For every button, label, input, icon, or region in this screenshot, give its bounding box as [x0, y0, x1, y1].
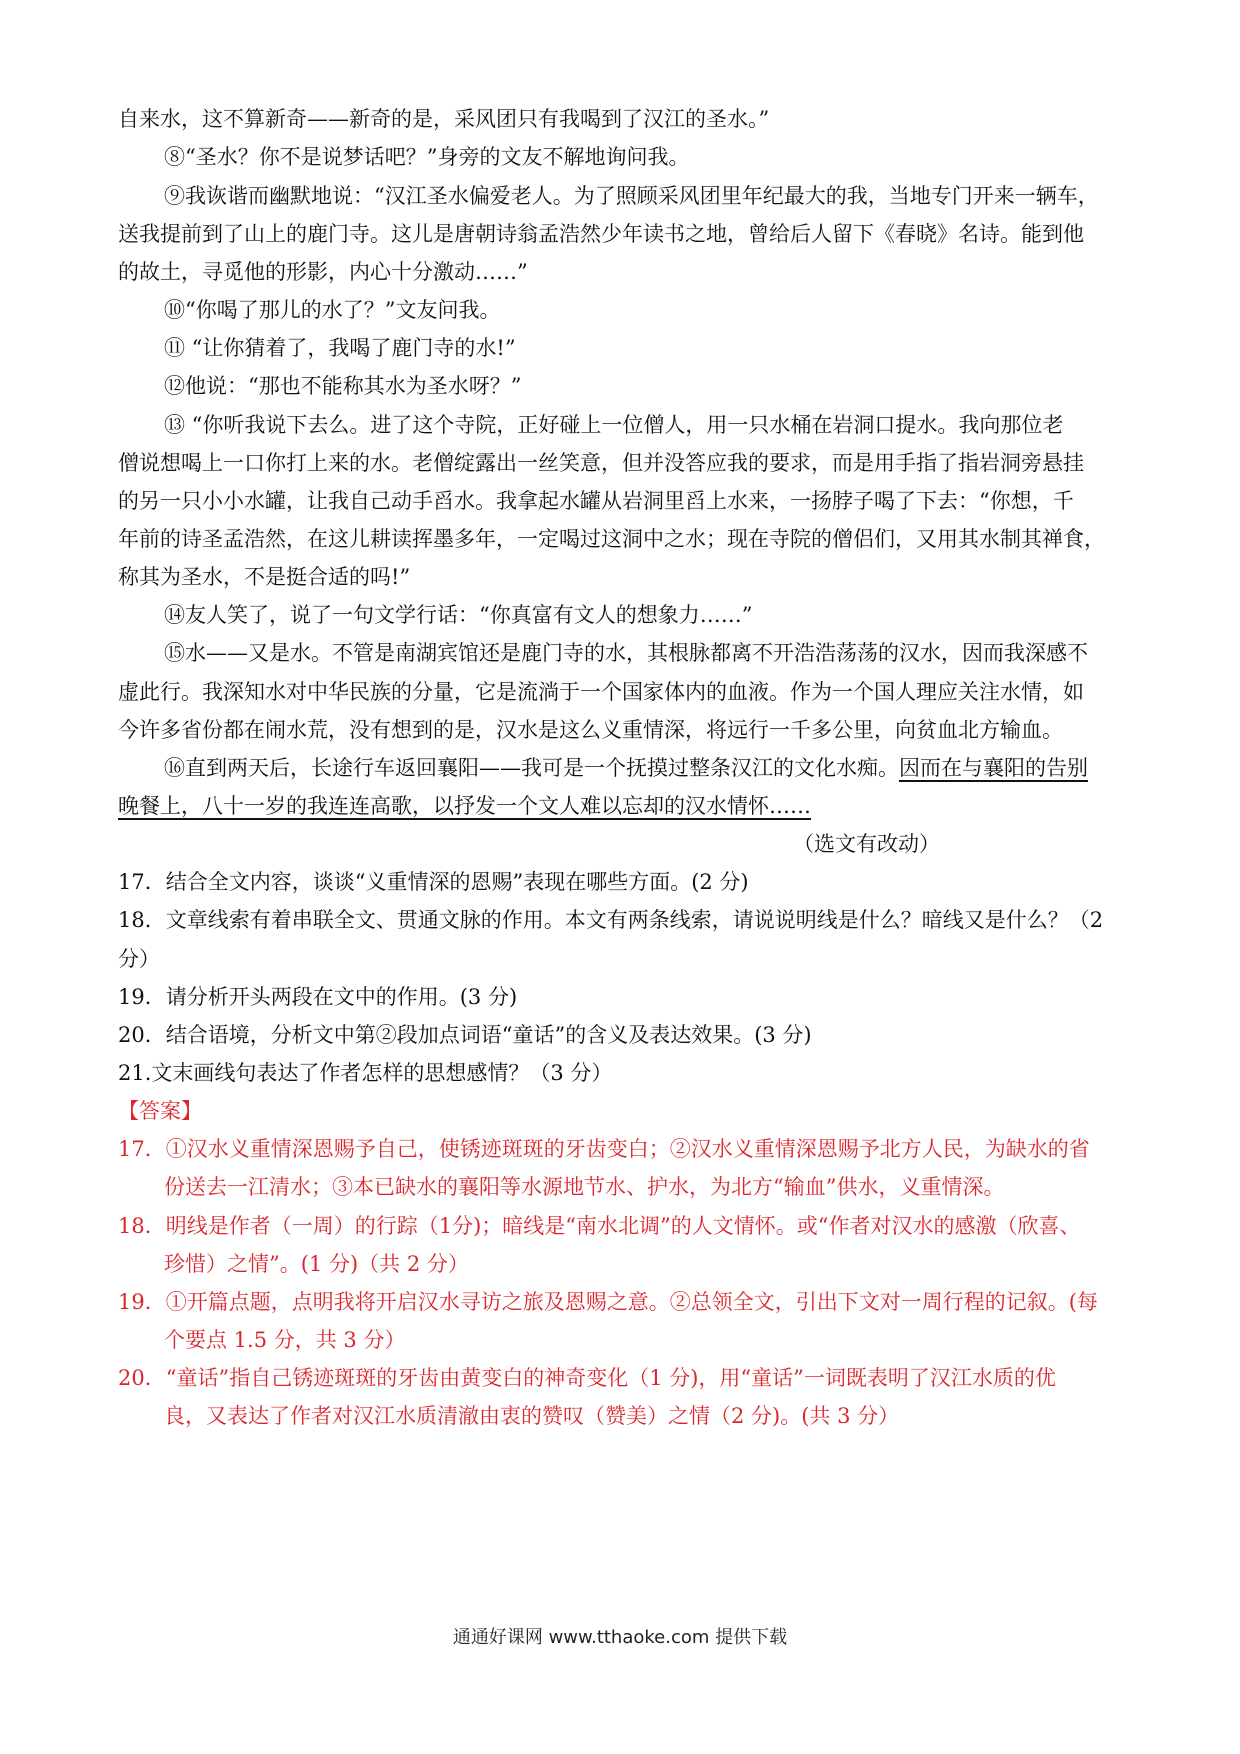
passage-line: 称其为圣水，不是挺合适的吗!” — [118, 565, 411, 589]
underlined-sentence-cont: 晚餐上，八十一岁的我连连高歌，以抒发一个文人难以忘却的汉水情怀…… — [118, 794, 811, 818]
passage-line: 虚此行。我深知水对中华民族的分量，它是流淌于一个国家体内的血液。作为一个国人理应关注水情，如 — [118, 680, 1084, 704]
passage-line: 送我提前到了山上的鹿门寺。这儿是唐朝诗翁孟浩然少年读书之地，曾给后人留下《春晓》名诗。能到他 — [118, 222, 1084, 246]
answer-header: 【答案】 — [118, 1099, 202, 1123]
paragraph-10: ⑩“你喝了那儿的水了？”文友问我。 — [164, 298, 501, 322]
paragraph-8: ⑧“圣水？你不是说梦话吧？”身旁的文友不解地询问我。 — [164, 145, 690, 169]
question-18: 18．文章线索有着串联全文、贯通文脉的作用。本文有两条线索，请说说明线是什么？暗线又是什么？（2 — [118, 908, 1104, 932]
passage-line: 年前的诗圣孟浩然，在这儿耕读挥墨多年，一定喝过这洞中之水；现在寺院的僧侣们，又用其水制其禅食， — [118, 527, 1105, 551]
passage-line: 僧说想喝上一口你打上来的水。老僧绽露出一丝笑意，但并没答应我的要求，而是用手指了指岩洞旁悬挂 — [118, 451, 1084, 475]
answer-19: 19．①开篇点题，点明我将开启汉水寻访之旅及恩赐之意。②总领全文，引出下文对一周行程的记叙。(每 — [118, 1290, 1098, 1314]
paragraph-14: ⑭友人笑了，说了一句文学行话：“你真富有文人的想象力……” — [164, 603, 753, 627]
answer-20-cont: 良，又表达了作者对汉江水质清澈由衷的赞叹（赞美）之情（2 分)。(共 3 分） — [164, 1404, 900, 1428]
source-note: （选文有改动） — [793, 832, 940, 856]
underlined-sentence: 因而在与襄阳的告别 — [899, 756, 1088, 780]
passage-line: 的另一只小小水罐，让我自己动手舀水。我拿起水罐从岩洞里舀上水来，一扬脖子喝了下去：“你想，千 — [118, 489, 1074, 513]
paragraph-16-text: ⑯直到两天后，长途行车返回襄阳——我可是一个抚摸过整条汉江的文化水痴。 — [164, 756, 899, 780]
question-20: 20．结合语境，分析文中第②段加点词语“童话”的含义及表达效果。(3 分) — [118, 1023, 812, 1047]
paragraph-13: ⑬ “你听我说下去么。进了这个寺院，正好碰上一位僧人，用一只水桶在岩洞口提水。我向那位老 — [164, 413, 1064, 437]
passage-line: 今许多省份都在闹水荒，没有想到的是，汉水是这么义重情深，将远行一千多公里，向贫血北方输血。 — [118, 718, 1063, 742]
paragraph-11: ⑪ “让你猜着了，我喝了鹿门寺的水!” — [164, 336, 516, 360]
answer-18: 18．明线是作者（一周）的行踪（1分)；暗线是“南水北调”的人文情怀。或“作者对汉水的感激（欣喜、 — [118, 1214, 1081, 1238]
paragraph-9: ⑨我诙谐而幽默地说：“汉江圣水偏爱老人。为了照顾采风团里年纪最大的我，当地专门开来一辆车， — [164, 184, 1099, 208]
answer-18-cont: 珍惜）之情”。(1 分)（共 2 分） — [164, 1252, 469, 1276]
question-17: 17．结合全文内容，谈谈“义重情深的恩赐”表现在哪些方面。(2 分) — [118, 870, 749, 894]
question-18-cont: 分） — [118, 947, 160, 971]
answer-19-cont: 个要点 1.5 分，共 3 分） — [164, 1328, 406, 1352]
paragraph-16 — [164, 753, 1128, 783]
passage-line: 自来水，这不算新奇——新奇的是，采风团只有我喝到了汉江的圣水。” — [118, 107, 770, 131]
page-footer: 通通好课网 www.tthaoke.com 提供下载 — [452, 1627, 788, 1648]
answer-17: 17．①汉水义重情深恩赐予自己，使锈迹斑斑的牙齿变白；②汉水义重情深恩赐予北方人民，为缺水的省 — [118, 1137, 1090, 1161]
question-21: 21.文末画线句表达了作者怎样的思想感情？（3 分） — [118, 1061, 613, 1085]
passage-line: 的故土，寻觅他的形影，内心十分激动……” — [118, 260, 528, 284]
question-19: 19．请分析开头两段在文中的作用。(3 分) — [118, 985, 518, 1009]
paragraph-12: ⑫他说：“那也不能称其水为圣水呀？” — [164, 374, 522, 398]
answer-20: 20．“童话”指自己锈迹斑斑的牙齿由黄变白的神奇变化（1 分)，用“童话”一词既表明了汉江水质的优 — [118, 1366, 1056, 1390]
answer-17-cont: 份送去一江清水；③本已缺水的襄阳等水源地节水、护水，为北方“输血”供水，义重情深。 — [164, 1175, 1005, 1199]
paragraph-15: ⑮水——又是水。不管是南湖宾馆还是鹿门寺的水，其根脉都离不开浩浩荡荡的汉水，因而我深感不 — [164, 641, 1088, 665]
